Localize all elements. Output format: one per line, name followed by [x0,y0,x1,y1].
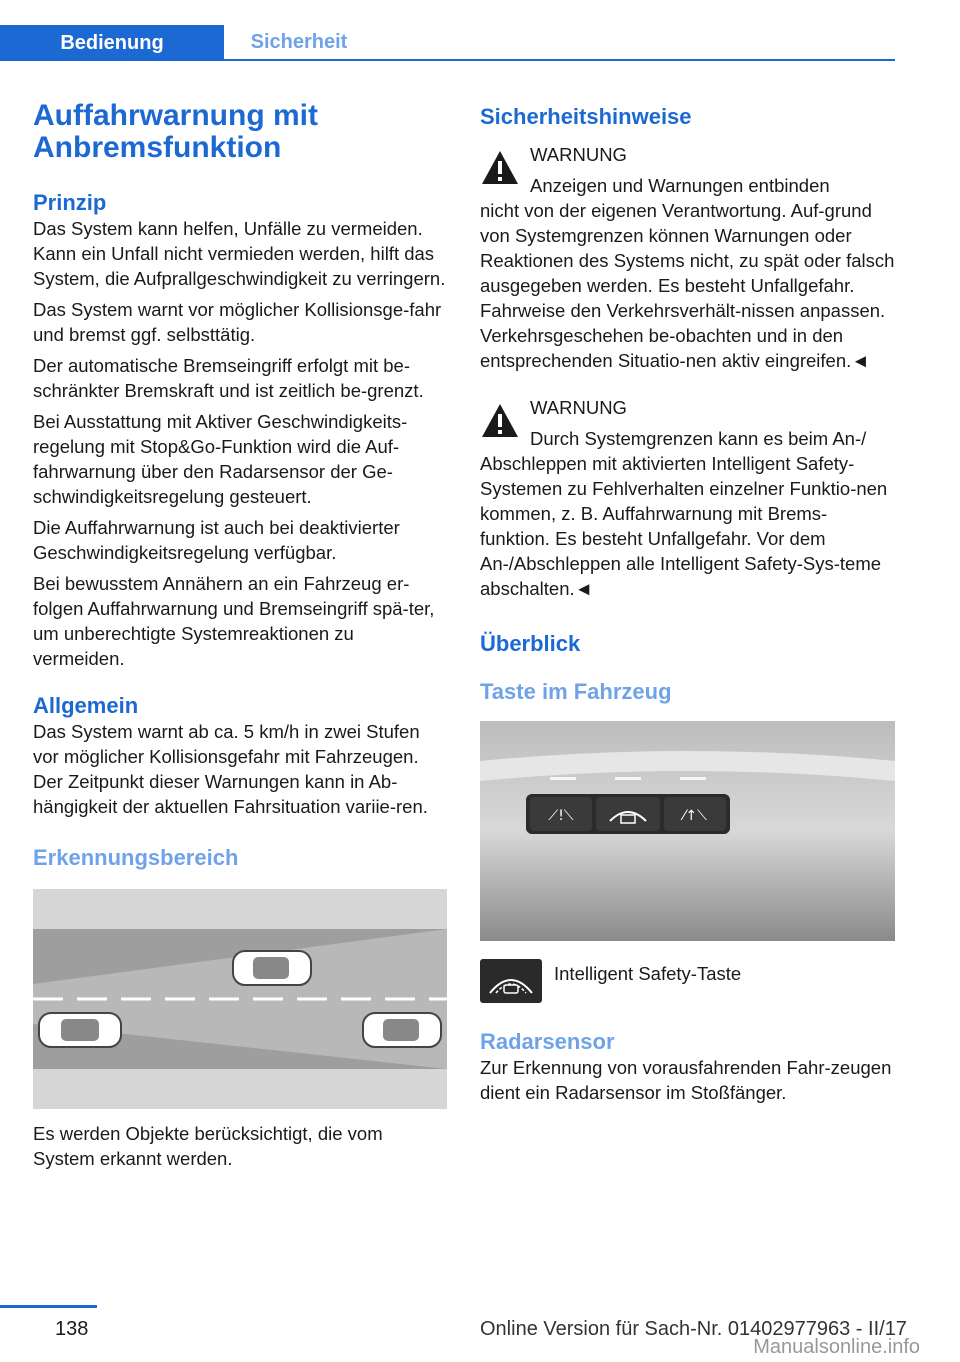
heading-sicherheitshinweise: Sicherheitshinweise [480,104,692,129]
radar-paragraph: Zur Erkennung von vorausfahrenden Fahr-zeugen dient ein Radarsensor im Stoßfänger. [480,1057,892,1103]
heading-ueberblick: Überblick [480,631,581,656]
footer-rule [0,1305,97,1308]
car-own-icon [39,1013,121,1047]
intelligent-safety-button [596,797,660,831]
warning-2-label: WARNUNG [530,397,627,418]
warning-triangle-icon [480,401,520,441]
right-column [480,100,895,1105]
heading-radarsensor: Radarsensor [480,1029,615,1054]
title-line-2: Anbremsfunktion [33,131,282,164]
warning-2 [480,395,895,451]
button-caption: Intelligent Safety-Taste [554,963,742,984]
title-line-1: Auffahrwarnung mit [33,99,318,132]
prinzip-paragraph-2: Das System warnt vor möglicher Kollisionsge-fahr und bremst ggf. selbsttätig. [33,299,442,345]
heading-prinzip: Prinzip [33,190,107,215]
header-tabs [0,25,895,61]
online-version-note: Online Version für Sach-Nr. 01402977963 - II/17 [480,1318,907,1340]
warning-2-text: Abschleppen mit aktivierten Intelligent Safety-Systemen zu Fehlverhalten einzelner Funktio-nen kommen, z. B. Auffahrwarnung mit Brems-funktion. Es besteht Unfallgefahr. Vor dem An-/Abschleppen alle Intelligent Safety-Sys-teme abschalten.◄ [480,453,888,599]
warning-1-label: WARNUNG [530,144,627,165]
prinzip-paragraph-3: Der automatische Bremseingriff erfolgt mit be-schränkter Bremskraft und ist zeitlich be-grenzt. [33,355,424,401]
erkennung-caption: Es werden Objekte berücksichtigt, die vom System erkannt werden. [33,1123,383,1169]
warning-1-first-line: Anzeigen und Warnungen entbinden [530,175,830,196]
svg-text:⁄↑⟍: ⁄↑⟍ [683,808,707,824]
prinzip-paragraph-6: Bei bewusstem Annähern an ein Fahrzeug er-folgen Auffahrwarnung und Bremseingriff spä-ter, um unberechtigte Systemreaktionen zu vermeiden. [33,573,435,669]
tab-sicherheit[interactable]: Sicherheit [250,30,348,53]
vehicle-button-photo [480,721,895,941]
allgemein-paragraph: Das System warnt ab ca. 5 km/h in zwei Stufen vor möglicher Kollisionsgefahr mit Fahrzeugen. Der Zeitpunkt dieser Warnungen kann in Ab-hängigkeit der aktuellen Fahrsituation variie-ren. [33,721,428,817]
intelligent-safety-icon [480,959,542,1003]
heading-taste-im-fahrzeug: Taste im Fahrzeug [480,679,672,704]
car-right-icon [363,1013,441,1047]
svg-text:⟋!⟍: ⟋!⟍ [548,808,574,824]
page-number: 138 [55,1318,89,1340]
page-title [33,100,447,164]
warning-2-first-line: Durch Systemgrenzen kann es beim An-/ [530,428,867,449]
warning-1 [480,142,895,198]
car-front-icon [233,951,311,985]
left-column [33,100,447,1171]
button-legend [480,959,895,1003]
heading-erkennungsbereich: Erkennungsbereich [33,845,239,870]
watermark: Manualsonline.info [753,1336,920,1358]
prinzip-paragraph-1: Das System kann helfen, Unfälle zu vermeiden. Kann ein Unfall nicht vermieden werden, hilft das System, die Aufprallgeschwindigkeit zu verringern. [33,218,446,289]
tab-bedienung[interactable]: Bedienung [0,25,224,61]
tab-underline [0,59,895,61]
detection-range-figure [33,889,447,1109]
prinzip-paragraph-5: Die Auffahrwarnung ist auch bei deaktivierter Geschwindigkeitsregelung verfügbar. [33,517,400,563]
warning-1-text: nicht von der eigenen Verantwortung. Auf-grund von Systemgrenzen können Warnungen oder Reaktionen des Systems nicht, zu spät oder falsch ausgegeben werden. Es besteht Unfallgefahr. Fahrweise den Verkehrsverhält-nissen anpassen. Verkehrsgeschehen be-obachten und in den entsprechenden Situatio-nen aktiv eingreifen.◄ [480,200,895,371]
prinzip-paragraph-4: Bei Ausstattung mit Aktiver Geschwindigkeits-regelung mit Stop&Go-Funktion wird die Auf-fahrwarnung über den Radarsensor der Ge-schwindigkeitsregelung gesteuert. [33,411,408,507]
warning-triangle-icon [480,148,520,188]
heading-allgemein: Allgemein [33,693,139,718]
